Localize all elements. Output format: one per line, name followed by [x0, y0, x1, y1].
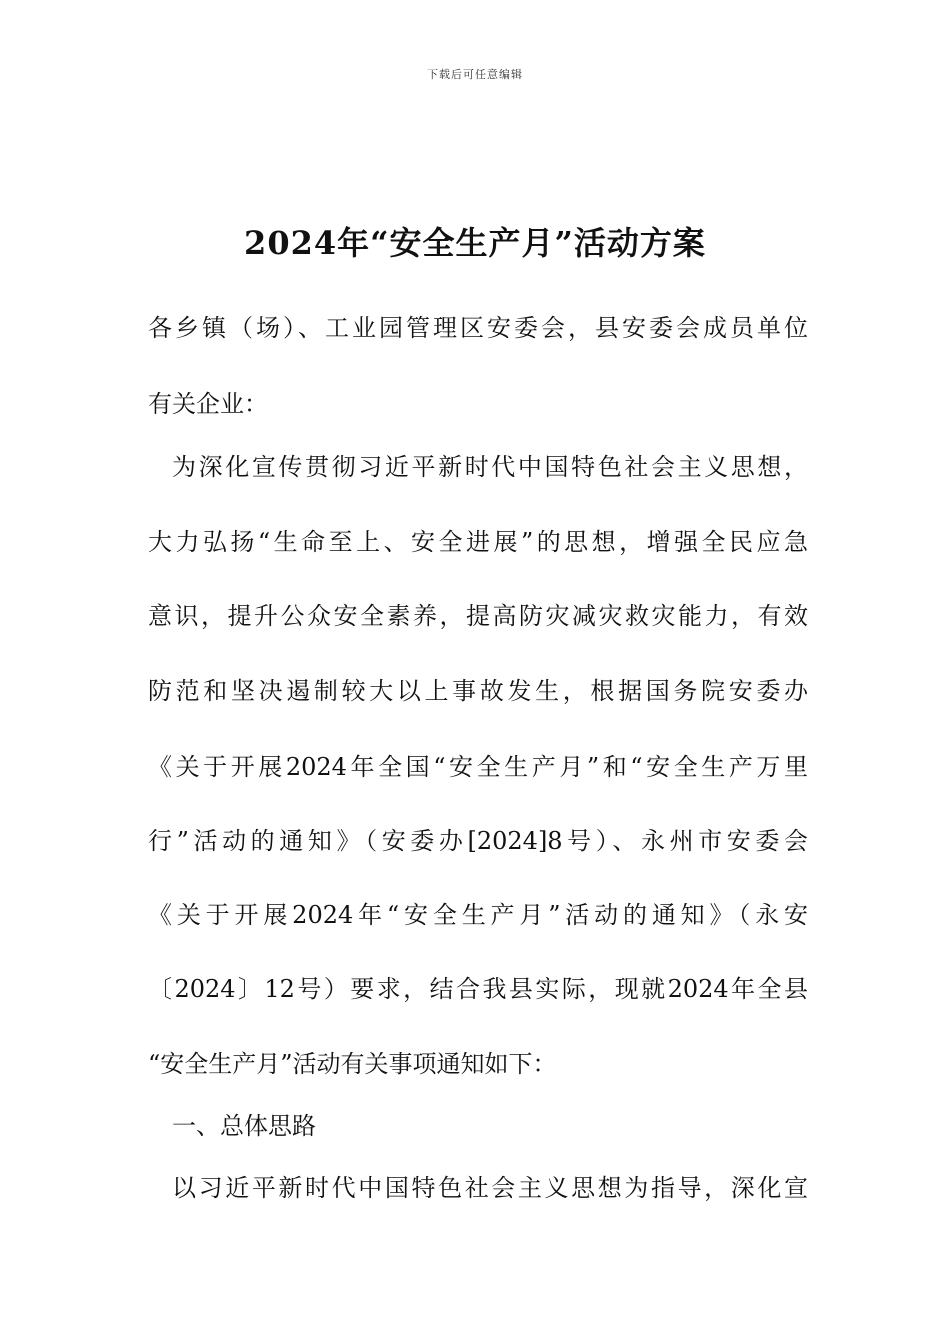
paragraph-line: 大力弘扬“生命至上、安全进展”的思想，增强全民应急: [148, 528, 808, 556]
paragraph-line: 为深化宣传贯彻习近平新时代中国特色社会主义思想，: [172, 453, 808, 481]
paragraph-line: 《关于开展2024年“安全生产月”活动的通知》（永安: [148, 901, 808, 929]
document-title: 2024年“安全生产月”活动方案: [244, 224, 706, 262]
paragraph-line: “安全生产月”活动有关事项通知如下：: [148, 1050, 557, 1078]
paragraph-line: 〔2024〕12号）要求，结合我县实际，现就2024年全县: [148, 975, 808, 1003]
paragraph-line: 防范和坚决遏制较大以上事故发生，根据国务院安委办: [148, 677, 808, 705]
addressee-line-2: 有关企业：: [148, 390, 268, 418]
paragraph-line: 以习近平新时代中国特色社会主义思想为指导，深化宣: [172, 1174, 808, 1202]
paragraph-line: 意识，提升公众安全素养，提高防灾减灾救灾能力，有效: [148, 602, 808, 630]
header-note: 下载后可任意编辑: [427, 68, 523, 81]
paragraph-line: 《关于开展2024年全国“安全生产月”和“安全生产万里: [148, 753, 808, 781]
addressee-line-1: 各乡镇（场）、工业园管理区安委会，县安委会成员单位: [148, 314, 808, 342]
section-heading: 一、总体思路: [172, 1112, 316, 1140]
paragraph-line: 行”活动的通知》（安委办[2024]8号）、永州市安委会: [148, 827, 808, 855]
